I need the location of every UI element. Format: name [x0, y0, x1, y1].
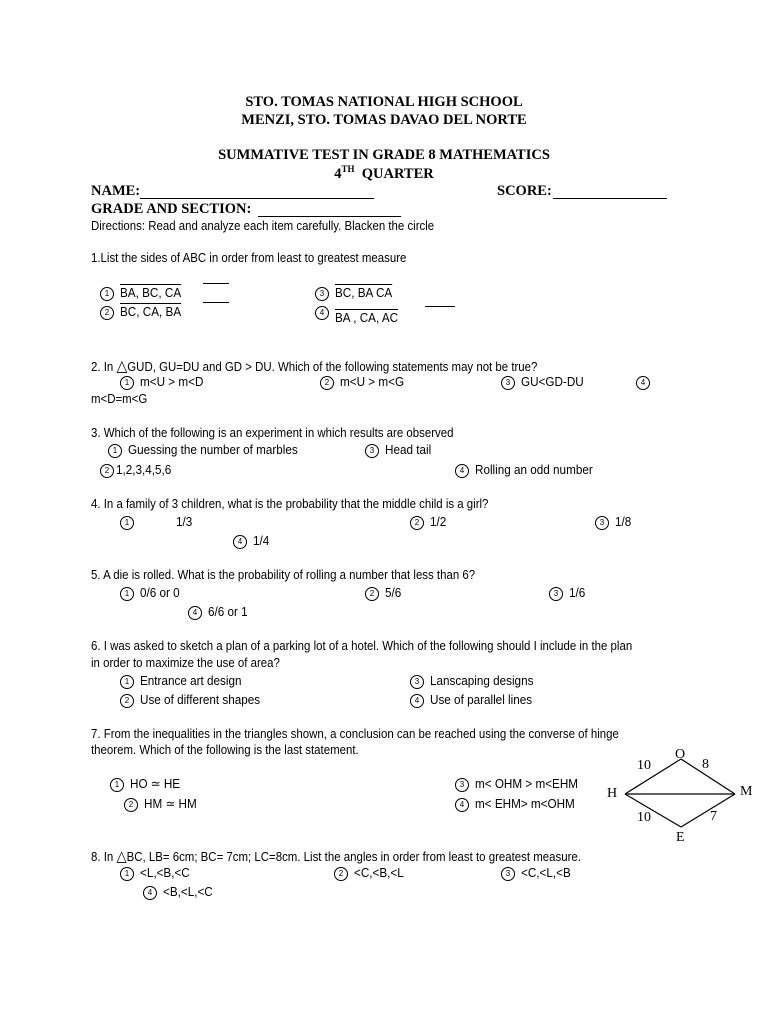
q1-option-2-label: BC, CA, BA — [120, 304, 182, 319]
question-1-text: 1.List the sides of ABC in order from least to greatest measure — [91, 250, 407, 265]
school-address: MENZI, STO. TOMAS DAVAO DEL NORTE — [241, 112, 527, 128]
q8-stem: BC, LB= 6cm; BC= 7cm; LC=8cm. List the angles in order from least to greatest measure. — [126, 849, 581, 864]
circle-2-icon[interactable]: 2 — [124, 798, 138, 812]
q6-option-3[interactable] — [410, 673, 545, 689]
vertex-o-label: O — [675, 747, 686, 762]
q4-option-4[interactable] — [233, 533, 271, 549]
circle-4-icon[interactable]: 4 — [455, 464, 469, 478]
circle-3-icon[interactable]: 3 — [501, 376, 515, 390]
q6-option-4-label: Use of parallel lines — [430, 692, 533, 707]
q7-option-1-label: HO ≃ HE — [130, 776, 181, 791]
grade-section-label: GRADE AND SECTION: — [91, 201, 252, 217]
circle-2-icon[interactable]: 2 — [320, 376, 334, 390]
q8-option-2-label: <C,<B,<L — [354, 865, 404, 880]
name-blank[interactable] — [140, 198, 374, 199]
length-he-label: 10 — [637, 810, 651, 825]
circle-2-icon[interactable]: 2 — [410, 516, 424, 530]
circle-1-icon[interactable]: 1 — [120, 376, 134, 390]
q1-option-1[interactable] — [100, 285, 188, 301]
segment-bar-icon — [425, 306, 455, 307]
q3-option-4-label: Rolling an odd number — [475, 462, 593, 477]
quarter-word: QUARTER — [361, 165, 434, 182]
segment-bar-icon — [203, 302, 229, 303]
circle-3-icon[interactable]: 3 — [365, 444, 379, 458]
edge-em — [681, 794, 735, 827]
circle-3-icon[interactable]: 3 — [549, 587, 563, 601]
q1-option-3[interactable] — [315, 285, 399, 301]
circle-1-icon[interactable]: 1 — [110, 778, 124, 792]
circle-1-icon[interactable]: 1 — [120, 675, 134, 689]
question-6-text-line1: 6. I was asked to sketch a plan of a parking lot of a hotel. Which of the following should I include in the plan — [91, 638, 633, 653]
q7-option-2[interactable] — [124, 796, 203, 812]
q4-option-1-label: 1/3 — [176, 514, 193, 529]
circle-4-icon[interactable]: 4 — [410, 694, 424, 708]
circle-3-icon[interactable]: 3 — [315, 287, 329, 301]
circle-1-icon[interactable]: 1 — [108, 444, 122, 458]
q1-option-2[interactable] — [100, 304, 188, 320]
circle-2-icon[interactable]: 2 — [365, 587, 379, 601]
q4-option-3[interactable] — [595, 514, 633, 530]
q6-option-3-label: Lanscaping designs — [430, 673, 534, 688]
q1-option-4[interactable] — [315, 304, 405, 325]
circle-1-icon[interactable]: 1 — [100, 287, 114, 301]
question-4-text: 4. In a family of 3 children, what is the probability that the middle child is a girl? — [91, 496, 489, 511]
q8-option-3[interactable] — [501, 865, 576, 881]
q5-option-2-label: 5/6 — [385, 585, 402, 600]
triangle-icon: △ — [116, 848, 127, 865]
q6-option-1-label: Entrance art design — [140, 673, 242, 688]
q1-option-4-label: BA , CA, AC — [335, 310, 399, 325]
q3-option-1-label: Guessing the number of marbles — [128, 442, 298, 457]
circle-1-icon[interactable]: 1 — [120, 516, 134, 530]
q2-option-3[interactable] — [501, 374, 591, 390]
grade-section-blank[interactable] — [258, 216, 401, 217]
q4-option-4-label: 1/4 — [253, 533, 270, 548]
quarter-number: 4 — [334, 165, 342, 182]
q3-option-4[interactable] — [455, 462, 606, 478]
q4-option-1[interactable] — [120, 514, 194, 530]
q7-option-1[interactable] — [110, 776, 186, 792]
q3-option-2[interactable] — [100, 462, 177, 478]
question-5-text: 5. A die is rolled. What is the probability of rolling a number that less than 6? — [91, 567, 476, 582]
q4-option-3-label: 1/8 — [615, 514, 632, 529]
q7-option-3[interactable] — [455, 776, 590, 792]
q2-stem: GUD, GU=DU and GD > DU. Which of the following statements may not be true? — [127, 359, 538, 374]
circle-3-icon[interactable]: 3 — [595, 516, 609, 530]
question-7-text-line1: 7. From the inequalities in the triangles shown, a conclusion can be reached using the converse of hinge — [91, 726, 619, 741]
q8-prefix: 8. In — [91, 849, 117, 864]
q8-option-3-label: <C,<L,<B — [521, 865, 571, 880]
q8-option-1[interactable] — [120, 865, 195, 881]
vertex-e-label: E — [676, 830, 685, 845]
circle-4-icon[interactable]: 4 — [315, 306, 329, 320]
q5-option-2[interactable] — [365, 585, 403, 601]
vertex-m-label: M — [740, 784, 753, 799]
q7-option-4[interactable] — [455, 796, 586, 812]
q6-option-2[interactable] — [120, 692, 273, 708]
q2-prefix: 2. In — [91, 359, 117, 374]
directions: Directions: Read and analyze each item carefully. Blacken the circle — [91, 218, 435, 233]
q5-option-4[interactable] — [188, 604, 252, 620]
q3-option-2-label: 1,2,3,4,5,6 — [116, 462, 172, 477]
question-3-text: 3. Which of the following is an experiment in which results are observed — [91, 425, 454, 440]
edge-ho — [625, 759, 681, 794]
vertex-h-label: H — [607, 786, 618, 801]
q8-option-4-label: <B,<L,<C — [163, 884, 213, 899]
q6-option-4[interactable] — [410, 692, 543, 708]
q1-option-1-label: BA, BC, CA — [120, 285, 182, 300]
circle-2-icon[interactable]: 2 — [100, 464, 114, 478]
length-em-label: 7 — [710, 809, 717, 824]
circle-4-icon[interactable]: 4 — [188, 606, 202, 620]
q7-option-4-label: m< EHM> m<OHM — [475, 796, 575, 811]
circle-3-icon[interactable]: 3 — [501, 867, 515, 881]
q2-option-4-mark[interactable] — [636, 374, 656, 390]
quarter-heading — [0, 164, 768, 183]
circle-3-icon[interactable]: 3 — [455, 778, 469, 792]
circle-4-icon[interactable]: 4 — [455, 798, 469, 812]
q4-option-2-label: 1/2 — [430, 514, 447, 529]
q3-option-3[interactable] — [365, 442, 436, 458]
q2-option-2-label: m<U > m<G — [340, 374, 405, 389]
q2-option-1-label: m<U > m<D — [140, 374, 204, 389]
q2-option-4-label: m<D=m<G — [91, 391, 148, 406]
q7-option-3-label: m< OHM > m<EHM — [475, 776, 579, 791]
length-ho-label: 10 — [637, 758, 651, 773]
school-name: STO. TOMAS NATIONAL HIGH SCHOOL — [245, 94, 523, 110]
q2-option-3-label: GU<GD-DU — [521, 374, 584, 389]
length-om-label: 8 — [702, 757, 709, 772]
q4-option-2[interactable] — [410, 514, 448, 530]
q5-option-1-label: 0/6 or 0 — [140, 585, 180, 600]
circle-3-icon[interactable]: 3 — [410, 675, 424, 689]
q5-option-3[interactable] — [549, 585, 587, 601]
q8-option-1-label: <L,<B,<C — [140, 865, 190, 880]
kite-figure — [600, 740, 760, 850]
quarter-superscript: TH — [341, 164, 355, 174]
q8-option-2[interactable] — [334, 865, 409, 881]
circle-4-icon[interactable]: 4 — [143, 886, 157, 900]
circle-1-icon[interactable]: 1 — [120, 867, 134, 881]
name-label: NAME: — [91, 183, 141, 199]
circle-1-icon[interactable]: 1 — [120, 587, 134, 601]
circle-4-icon[interactable]: 4 — [636, 376, 650, 390]
triangle-icon: △ — [116, 358, 128, 375]
q5-option-3-label: 1/6 — [569, 585, 586, 600]
q1-option-3-label: BC, BA CA — [335, 285, 393, 300]
q5-option-4-label: 6/6 or 1 — [208, 604, 248, 619]
q2-option-1[interactable] — [120, 374, 210, 390]
segment-bar-icon — [203, 283, 229, 284]
score-label: SCORE: — [497, 183, 552, 199]
q3-option-1[interactable] — [108, 442, 317, 458]
edge-he — [625, 794, 681, 827]
question-2-text — [91, 356, 537, 376]
q6-option-2-label: Use of different shapes — [140, 692, 261, 707]
q8-option-4[interactable] — [143, 884, 218, 900]
question-7-text-line2: theorem. Which of the following is the last statement. — [91, 742, 359, 757]
question-6-text-line2: in order to maximize the use of area? — [91, 655, 280, 670]
q6-option-1[interactable] — [120, 673, 253, 689]
q7-option-2-label: HM ≃ HM — [144, 796, 197, 811]
circle-2-icon[interactable]: 2 — [120, 694, 134, 708]
circle-2-icon[interactable]: 2 — [334, 867, 348, 881]
q2-option-2[interactable] — [320, 374, 411, 390]
q5-option-1[interactable] — [120, 585, 184, 601]
q3-option-3-label: Head tail — [385, 442, 432, 457]
score-blank[interactable] — [553, 198, 667, 199]
question-8-text — [91, 847, 581, 865]
circle-4-icon[interactable]: 4 — [233, 535, 247, 549]
test-title: SUMMATIVE TEST IN GRADE 8 MATHEMATICS — [218, 147, 550, 163]
circle-2-icon[interactable]: 2 — [100, 306, 114, 320]
